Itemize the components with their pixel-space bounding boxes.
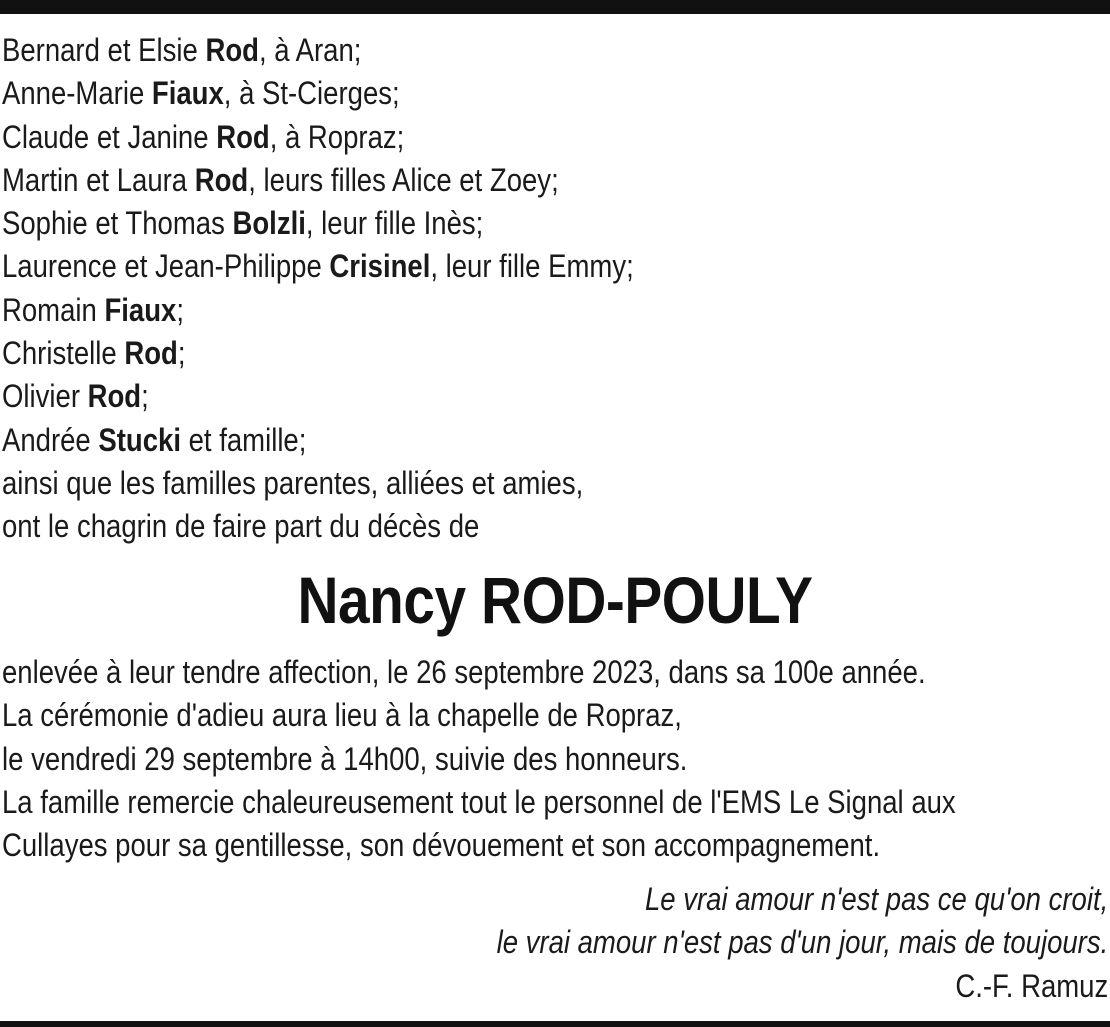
- family-surname: Rod: [216, 118, 270, 155]
- family-line-text: , à Aran;: [258, 32, 362, 68]
- family-surname: Stucki: [98, 421, 181, 458]
- family-surname: Rod: [194, 161, 249, 198]
- family-line-text: ainsi que les familles parentes, alliées et amies,: [2, 464, 584, 501]
- family-surname: Rod: [124, 335, 178, 372]
- family-line-text: Romain: [2, 291, 105, 328]
- family-surname: Fiaux: [151, 75, 224, 112]
- family-surname: Rod: [205, 32, 259, 68]
- family-line-text: Martin et Laura: [2, 161, 195, 198]
- family-line: [2, 419, 1108, 462]
- family-line-text: ;: [176, 291, 184, 328]
- family-line-text: , leur fille Emmy;: [430, 248, 634, 285]
- family-line-text: et famille;: [180, 421, 307, 458]
- family-line-text: ;: [141, 378, 149, 415]
- family-line: [2, 375, 1108, 418]
- family-line: [2, 29, 1108, 72]
- body-line: La famille remercie chaleureusement tout le personnel de l'EMS Le Signal aux: [2, 783, 956, 820]
- family-line-text: Christelle: [2, 335, 125, 372]
- body-line: enlevée à leur tendre affection, le 26 septembre 2023, dans sa 100e année.: [2, 654, 926, 690]
- body-line: La cérémonie d'adieu aura lieu à la chapelle de Ropraz,: [2, 697, 682, 734]
- family-line-text: , à St-Cierges;: [223, 75, 400, 112]
- family-line: [2, 462, 1108, 505]
- family-surname: Fiaux: [104, 291, 177, 328]
- family-line: [2, 159, 1108, 202]
- family-line-text: Andrée: [2, 421, 99, 458]
- family-line: [2, 245, 1108, 288]
- body-line: le vendredi 29 septembre à 14h00, suivie des honneurs.: [2, 740, 688, 777]
- family-line: [2, 72, 1108, 115]
- family-surname: Crisinel: [329, 248, 431, 285]
- announcement-body: [2, 651, 1110, 867]
- family-surname: Rod: [87, 378, 142, 415]
- family-surname: Bolzli: [232, 205, 306, 242]
- family-line: [2, 505, 1108, 548]
- family-line-text: Anne-Marie: [2, 75, 152, 112]
- family-line-text: Claude et Janine: [2, 118, 217, 155]
- family-line-text: , à Ropraz;: [269, 118, 405, 155]
- family-list: [2, 29, 1108, 549]
- quote-author: C.-F. Ramuz: [955, 967, 1108, 1004]
- family-line: [2, 116, 1108, 159]
- deceased-name: Nancy ROD-POULY: [297, 563, 813, 637]
- family-line: [2, 332, 1108, 375]
- quote-line: le vrai amour n'est pas d'un jour, mais de toujours.: [496, 924, 1108, 961]
- family-line-text: Bernard et Elsie: [2, 32, 206, 68]
- family-line: [2, 289, 1108, 332]
- family-line-text: Olivier: [2, 378, 88, 415]
- quote-block: [496, 878, 1108, 1008]
- family-line-text: ;: [177, 335, 186, 372]
- bottom-border-rule: [0, 1021, 1110, 1027]
- family-line-text: Laurence et Jean-Philippe: [2, 248, 330, 285]
- family-line-text: , leur fille Inès;: [305, 205, 484, 242]
- family-line: [2, 202, 1108, 245]
- family-line-text: Sophie et Thomas: [2, 205, 233, 242]
- top-border-rule: [0, 0, 1110, 14]
- family-line-text: ont le chagrin de faire part du décès de: [2, 508, 480, 545]
- family-line-text: , leurs filles Alice et Zoey;: [248, 161, 559, 198]
- body-line: Cullayes pour sa gentillesse, son dévouement et son accompagnement.: [2, 827, 881, 864]
- quote-line: Le vrai amour n'est pas ce qu'on croit,: [644, 881, 1108, 917]
